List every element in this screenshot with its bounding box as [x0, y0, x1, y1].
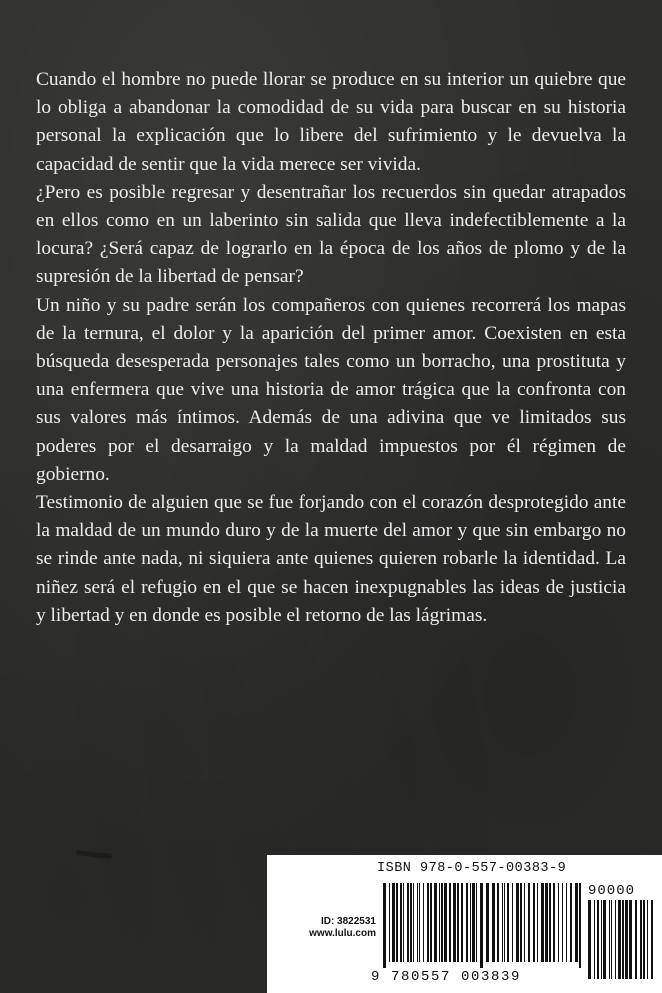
publisher-id: ID: 3822531: [320, 916, 376, 927]
barcode-bar: [480, 883, 483, 968]
blurb-paragraph-3: Un niño y su padre serán los compañeros con quienes recorrerá los mapas de la ternura, el dolor y la aparición del primer amor. Coexisten en esta búsqueda desesperada personajes tales como un borracho, una prostituta y una enfermera que vive una historia de amor trágica que la confronta con sus valores más íntimos. Además de una adivina que ve limitados sus poderes por el desarraigo y la maldad impuestos por él régimen de gobierno.: [36, 294, 626, 485]
barcode-bar: [419, 883, 420, 962]
barcode-bar: [410, 883, 412, 962]
blurb-paragraph-4: Testimonio de alguien que se fue forjando con el corazón desprotegido ante la maldad de un mundo duro y de la muerte del amor y que sin embargo no se rinde ante nada, ni siquiera ante quienes quieren robarle la identidad. La niñez será el refugio en el que se hacen inexpugnables las ideas de justicia y libertad y en donde es posible el retorno de las lágrimas.: [36, 492, 626, 626]
barcode-bar: [444, 883, 447, 962]
price-code: 90000: [588, 883, 636, 899]
barcode-bar: [461, 883, 463, 962]
barcode-bar: [430, 883, 432, 962]
barcode-bar: [476, 883, 477, 962]
barcode-bar: [403, 883, 404, 962]
barcode-bar: [562, 883, 563, 962]
barcode-bar: [609, 900, 610, 979]
barcode-bar: [588, 900, 591, 979]
barcode-bar: [507, 883, 509, 962]
barcode-bar: [629, 900, 632, 979]
barcode-bar: [407, 883, 409, 962]
barcode-bar: [524, 883, 525, 962]
barcode-bar: [453, 883, 456, 962]
barcode-bar: [423, 883, 424, 962]
barcode-bar: [392, 883, 395, 962]
barcode-bar: [651, 900, 653, 979]
barcode-bar: [441, 883, 443, 962]
publisher-website: www.lulu.com: [309, 928, 376, 939]
barcode-bar: [528, 883, 530, 962]
barcode-bar: [434, 883, 437, 962]
barcode-bar: [579, 883, 581, 968]
barcode-bar: [553, 883, 555, 962]
barcode-bar: [622, 900, 624, 979]
barcode-label: [267, 855, 662, 993]
barcode-bar: [541, 883, 544, 962]
barcode-bar: [470, 883, 471, 962]
barcode-bar: [618, 900, 621, 979]
barcode-bar: [383, 883, 386, 968]
barcode-bar: [549, 883, 551, 962]
surface-scratch: [76, 850, 112, 859]
barcode-bar: [594, 900, 595, 979]
barcode-bar: [625, 900, 628, 979]
barcode-bar: [512, 883, 513, 962]
barcode-bar: [413, 883, 414, 962]
barcode-bar: [449, 883, 451, 962]
barcode-bar: [575, 883, 578, 962]
barcode-bar: [516, 883, 519, 962]
barcode-bar: [396, 883, 398, 962]
isbn-label: ISBN 978-0-557-00383-9: [377, 861, 567, 876]
barcode-bar: [486, 883, 489, 962]
barcode-bar: [597, 900, 599, 979]
isbn-barcode: [383, 883, 582, 968]
barcode-bar: [558, 883, 559, 962]
barcode-bar: [601, 900, 602, 979]
publisher-info: [289, 916, 376, 940]
barcode-bar: [417, 883, 418, 962]
barcode-bar: [400, 883, 402, 962]
barcode-bar: [492, 883, 495, 962]
price-barcode: [588, 900, 653, 985]
barcode-bar: [545, 883, 548, 962]
barcode-bar: [615, 900, 616, 979]
barcode-digits: 9 780557 003839: [371, 969, 522, 985]
barcode-bar: [566, 883, 567, 962]
barcode-bar: [504, 883, 505, 962]
barcode-bar: [603, 900, 606, 979]
barcode-bar: [537, 883, 538, 962]
barcode-bar: [439, 883, 440, 962]
barcode-bar: [466, 883, 468, 962]
barcode-bar: [643, 900, 645, 979]
barcode-bar: [497, 883, 499, 962]
barcode-bar: [533, 883, 535, 962]
barcode-bar: [611, 900, 612, 979]
barcode-bar: [389, 883, 390, 962]
back-cover-blurb: [36, 66, 626, 630]
barcode-bar: [520, 883, 522, 962]
barcode-bar: [427, 883, 429, 962]
barcode-bar: [635, 900, 637, 979]
blurb-paragraph-1: Cuando el hombre no puede llorar se produce en su interior un quiebre que lo obliga a abandonar la comodidad de su vida para buscar en su historia personal la explicación que lo libere del sufrimiento y le devuelva la capacidad de sentir que la vida merece ser vivida.: [36, 69, 626, 175]
barcode-bar: [502, 883, 503, 962]
barcode-bar: [570, 883, 572, 962]
barcode-bar: [472, 883, 475, 962]
barcode-bar: [640, 900, 642, 979]
barcode-bar: [647, 900, 648, 979]
blurb-paragraph-2: ¿Pero es posible regresar y desentrañar los recuerdos sin quedar atrapados en ellos como en un laberinto sin salida que lleva indefectiblemente a la locura? ¿Será capaz de lograrlo en la época de los años de plomo y de la supresión de la libertad de pensar?: [36, 181, 626, 288]
barcode-bar: [457, 883, 459, 962]
